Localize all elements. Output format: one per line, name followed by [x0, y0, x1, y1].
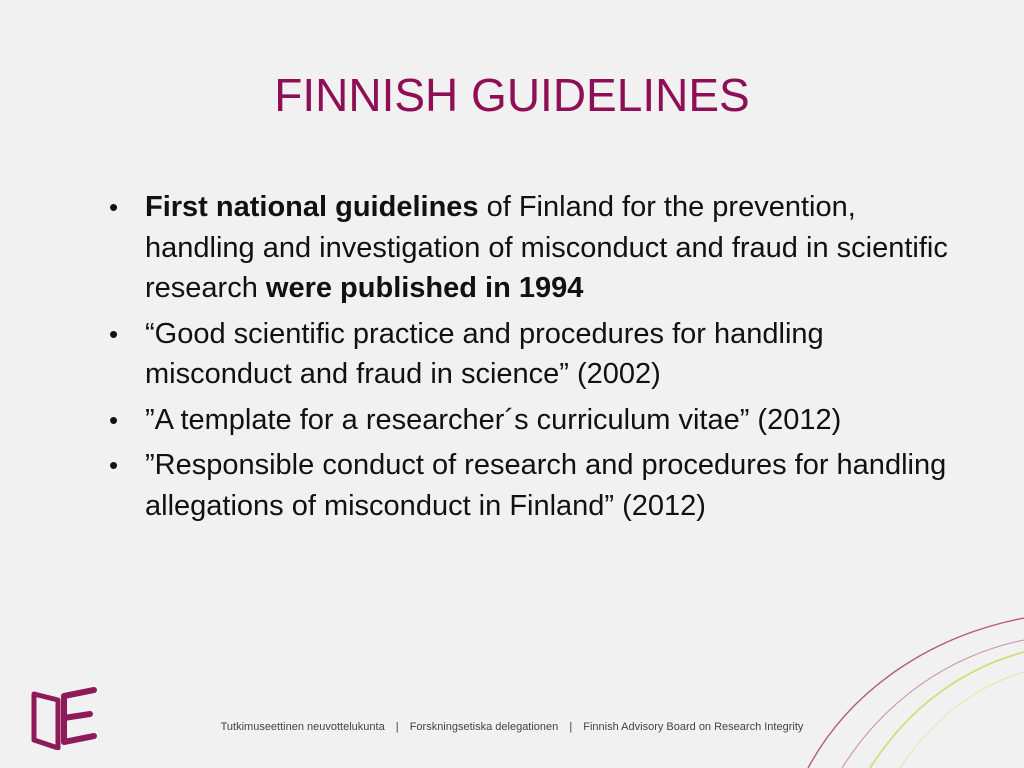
arc-green-inner	[900, 672, 1024, 768]
footer-org-sv: Forskningsetiska delegationen	[409, 721, 559, 733]
bullet-dot: •	[109, 450, 119, 480]
bullet-text: ”A template for a researcher´s curriculum vitae” (2012)	[145, 403, 842, 436]
footer-separator: |	[395, 721, 399, 733]
bullet-bold-text: were published in 1994	[265, 272, 584, 304]
bullet-text: of Finland for the prevention, handling and investigation of misconduct and fraud in scientific research	[145, 191, 948, 304]
arc-maroon	[808, 618, 1024, 768]
footer-org-fi: Tutkimuseettinen neuvottelukunta	[220, 721, 385, 733]
arc-maroon-inner	[842, 640, 1024, 768]
footer-org-en: Finnish Advisory Board on Research Integrity	[583, 721, 804, 733]
arc-green	[870, 652, 1024, 768]
footer-separator: |	[569, 721, 573, 733]
bullet-item	[103, 400, 963, 441]
bullet-list	[103, 187, 963, 531]
bullet-dot: •	[109, 192, 119, 222]
slide-title: FINNISH GUIDELINES	[274, 69, 750, 121]
footer	[0, 721, 1024, 733]
bullet-item	[103, 445, 963, 526]
bullet-dot: •	[109, 404, 119, 435]
bullet-item	[103, 187, 963, 309]
bullet-item	[103, 314, 963, 395]
bullet-bold-text: First national guidelines	[145, 191, 479, 223]
bullet-text: ”Responsible conduct of research and procedures for handling allegations of misconduct in Finland” (2012)	[145, 449, 947, 522]
bullet-text: “Good scientific practice and procedures for handling misconduct and fraud in science” (2002)	[145, 317, 824, 390]
bullet-dot: •	[109, 318, 119, 349]
